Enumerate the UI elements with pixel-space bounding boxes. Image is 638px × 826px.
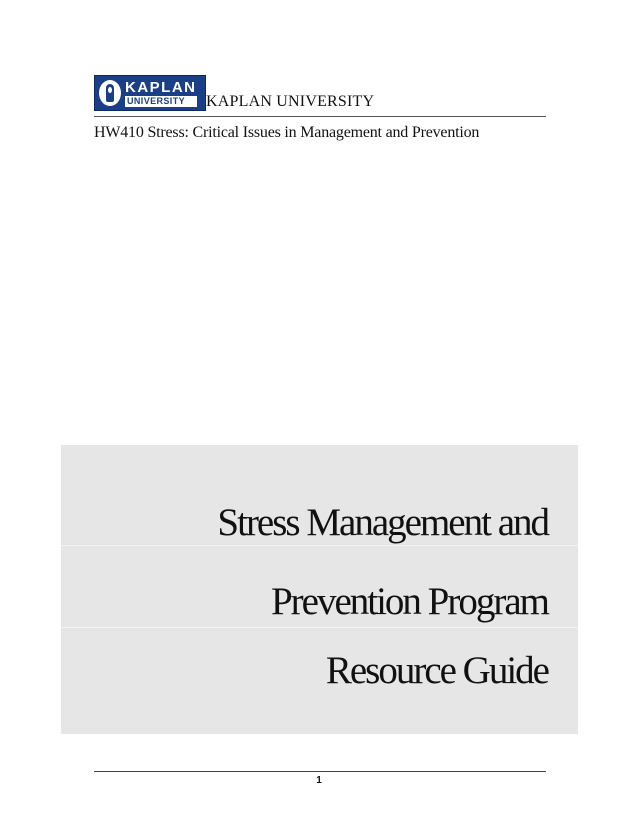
title-panel [61, 445, 578, 734]
title-line-2: Prevention Program [270, 580, 548, 623]
header-divider [94, 116, 546, 117]
panel-divider [61, 545, 578, 546]
page-number: 1 [316, 775, 322, 786]
title-line-1: Stress Management and [217, 501, 548, 544]
logo-wordmark [125, 80, 197, 107]
logo-name: KAPLAN [125, 78, 197, 96]
footer-divider [94, 771, 546, 772]
course-title: HW410 Stress: Critical Issues in Management and Prevention [94, 124, 480, 141]
logo-sub: UNIVERSITY [125, 96, 197, 107]
university-name: KAPLAN UNIVERSITY [206, 93, 375, 110]
kaplan-logo [94, 75, 206, 111]
torch-seal-icon [99, 80, 121, 106]
title-line-3: Resource Guide [325, 649, 548, 692]
panel-divider [61, 627, 578, 628]
